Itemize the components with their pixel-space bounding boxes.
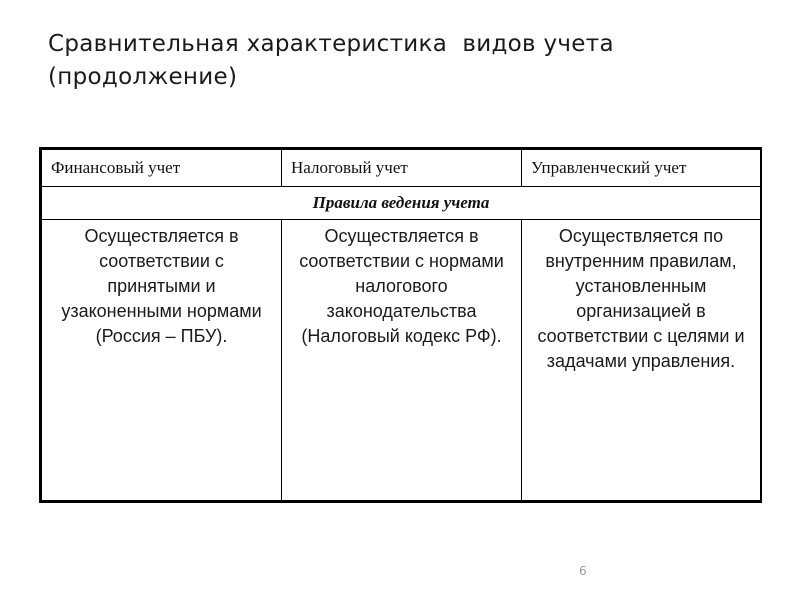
cell-financial: Осуществляется в соответствии с принятыми и узаконенными нормами (Россия – ПБУ). bbox=[42, 220, 282, 501]
comparison-table bbox=[39, 147, 762, 503]
table-section-row bbox=[42, 187, 761, 220]
slide-title: Сравнительная характеристика видов учета (продолжение) bbox=[48, 31, 614, 90]
section-title: Правила ведения учета bbox=[42, 187, 761, 220]
header-cell-tax: Налоговый учет bbox=[282, 150, 522, 187]
cell-management: Осуществляется по внутренним правилам, установленным организацией в соответствии с целями и задачами управления. bbox=[522, 220, 761, 501]
header-cell-management: Управленческий учет bbox=[522, 150, 761, 187]
page-number: 6 bbox=[579, 564, 587, 578]
header-cell-financial: Финансовый учет bbox=[42, 150, 282, 187]
table-header-row bbox=[42, 150, 761, 187]
cell-tax: Осуществляется в соответствии с нормами налогового законодательства (Налоговый кодекс РФ). bbox=[282, 220, 522, 501]
table-row bbox=[42, 220, 761, 501]
